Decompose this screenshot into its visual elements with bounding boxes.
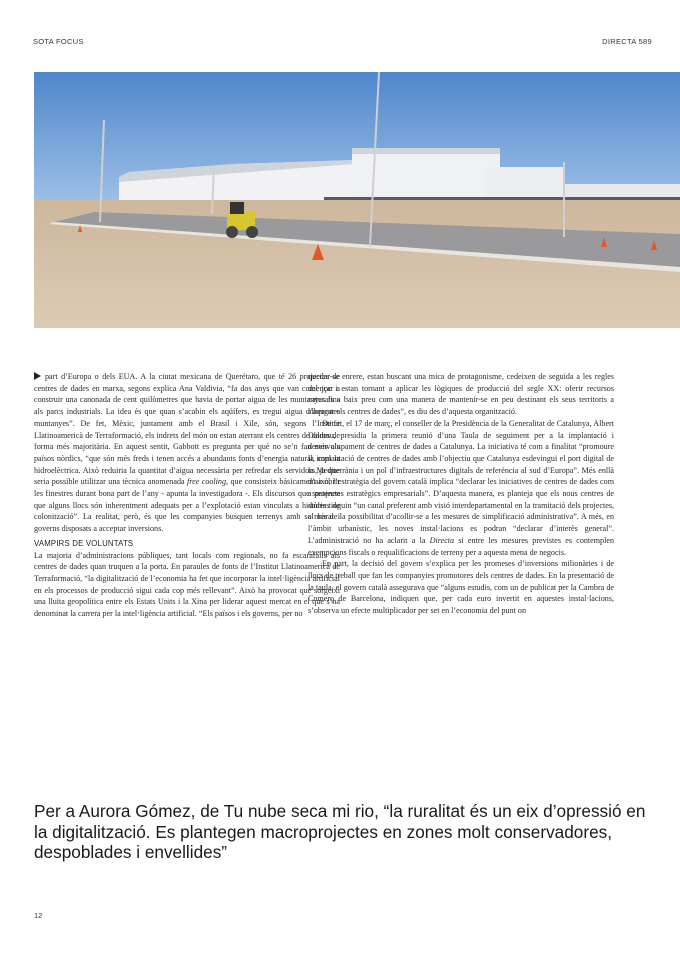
issue-label: DIRECTA 589: [602, 37, 652, 46]
building-right: [484, 167, 564, 201]
article-paragraph: De fet, el 17 de març, el conseller de la Presidència de la Generalitat de Catalunya, Albert Dalmau, presidia la primera reunió d’una Taula de seguiment per a la implantació i desenvolupament de centres de dades a Catalunya. La iniciativa té com a finalitat “promoure la implantació de centres de dades amb l’objectiu que Catalunya esdevingui el port digital de la Mediterrània i un pol d’infraestructures digitals de referència al sud d’Europa”. Més enllà d’això, l’estratègia del govern català implica “declarar les iniciatives de centres de dades com a projectes estratègics empresarials”. D’aquesta manera, es planteja que els nous centres de dades tinguin “un canal preferent amb visió interdepartamental en la tramitació dels projectes, a més de la possibilitat d’acollir-se a les mesures de simplificació administrativa”. A més, en l’àmbit urbanístic, les noves instal·lacions es podran “declarar d’interès general”. L’administració no ha aclarit a la Directa si entre les mesures previstes es contemplen exempcions fiscals o requalificacions de terreny per a aquesta mena de negocis.: [308, 418, 614, 557]
article-paragraph: La majoria d’administracions públiques, tant locals com regionals, no fa escarafalls als centres de dades quan truquen a la porta. En paraules de fonts de l’Institut Llatinoamericà de Terraformació, “la digitalització de l’economia ha fet que incorporar la intel·ligència artificial en els processos de producció sigui cada cop més rellevant”. Això ha provocat que sorgeixi una lluita geopolítica entre els Estats Units i la Xina per liderar aquest mercat en el que s’ha denominat la carrera per la intel·ligència artificial. “Els països i els governs, per no: [34, 550, 340, 619]
article-paragraph: En part, la decisió del govern s’explica per les promeses d’inversions milionàries i de llocs de treball que fan les companyies promotores dels centres de dades. En la presentació de la taula, el govern català assegurava que “alguns estudis, com un de publicat per la Cambra de Comerç de Barcelona, indiquen que, per cada euro invertit en aquestes instal·lacions, s’observa un efecte multiplicador per set en l’economia del punt on: [308, 559, 614, 616]
data-center-photo: [34, 72, 680, 328]
page-number: 12: [34, 911, 43, 920]
article-right-column: [308, 371, 614, 617]
start-arrow-icon: [34, 372, 41, 380]
section-subheading: VAMPIRS DE VOLUNTATS: [34, 538, 134, 548]
pull-quote: Per a Aurora Gómez, de Tu nube seca mi rio, “la ruralitat és un eix d’opressió en la digitalització. Es plantegen macroprojectes en zones molt conservadores, despoblades i envellides”: [34, 801, 646, 862]
section-label: SOTA FOCUS: [33, 37, 84, 46]
article-left-column: [34, 371, 340, 620]
article-paragraph: part d’Europa o dels EUA. A la ciutat mexicana de Querétaro, que té 26 projectes de centres de dades en marxa, segons explica Ana Valdivia, “fa dos anys que van començar a construir una canonada de cent quilòmetres que havia de portar aigua de les muntanyes fins als parcs industrials. La idea és que quan s’acabin els aqüífers, es tregui aigua d’aquestes muntanyes”. De fet, Mèxic, juntament amb el Brasil i Xile, són, segons l’Institut Llatinoamericà de Terraformació, els indrets del món on estan aterrant els centres de dades de forma més majoritària. En aquest sentit, Gabbott es pregunta per què no se’n fan més als països nòrdics, “que són més freds i tenen accés a abundants fonts d’energia natural, com la hidroelèctrica. Això reduiria la quantitat d’aigua necessària per refredar els servidors, ja que seria possible utilitzar una tècnica anomenada free cooling, que consisteix bàsicament a obrir les finestres durant bona part de l’any - apunta la investigadora -. Els discursos que sostenen que alguns llocs són inherentment adequats per a l’explotació estan vinculats a històries de colonització”. La realitat, però, és que les companyies busquen terrenys amb sol barat i governs disposats a acceptar inversions.: [34, 372, 340, 534]
article-paragraph: quedar-se enrere, estan buscant una mica de protagonisme, cedeixen de seguida a les regles del joc i estan tornant a aplicar les lògiques de producció del segle XX: oferir recursos naturals a baix preu com una manera de mantenir-se en peu destinant els seus territoris a albergar els centres de dades”, es diu des d’aquesta organització.: [308, 372, 614, 417]
